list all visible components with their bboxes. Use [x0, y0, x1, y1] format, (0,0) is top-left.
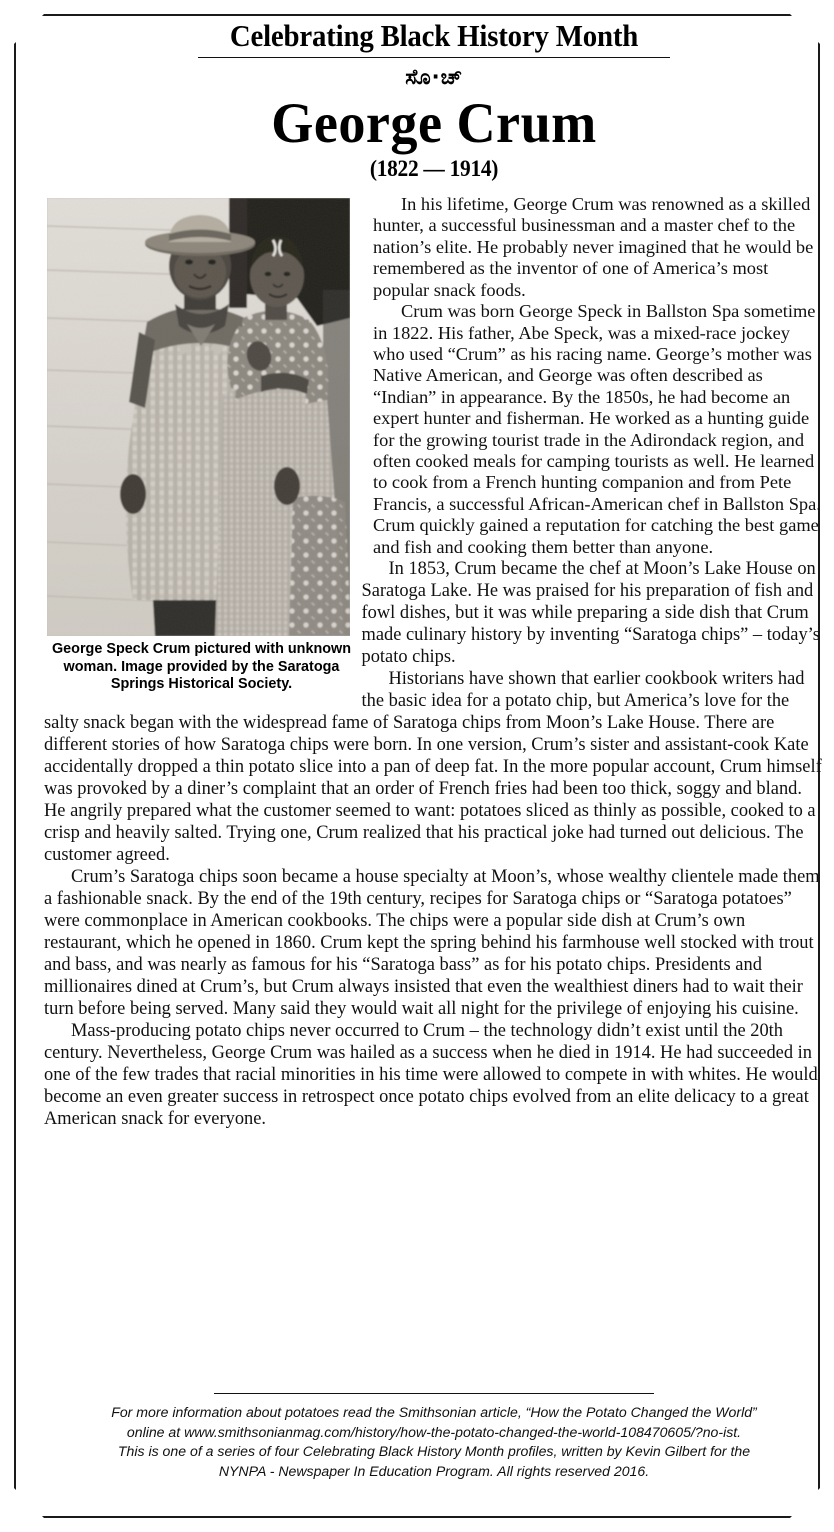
- footer-block: [44, 1393, 824, 1481]
- poster-content: [44, 14, 824, 1518]
- lifespan-dates: (1822 — 1914): [369, 156, 499, 182]
- footer-line: NYNPA - Newspaper In Education Program. All rights reserved 2016.: [218, 1462, 650, 1479]
- article-body: [44, 194, 824, 1130]
- paragraph-text: In his lifetime, George Crum was renowned as a skilled hunter, a successful businessman and a master chef to the nation’s elite. He probably never imagined that he would be remembered as the inventor of one of America’s most popular snack foods.: [373, 194, 814, 300]
- masthead: [44, 14, 824, 180]
- paragraph-text: Mass-producing potato chips never occurred to Crum – the technology didn’t exist until the 20th century. Nevertheless, George Crum was hailed as a success when he died in 1914. He had succeeded in one of the few trades that racial minorities in his time were allowed to compete in with whites. He would become an even greater success in retrospect once potato chips evolved from an elite delicacy to a great American snack for everyone.: [44, 1019, 818, 1129]
- kicker-underline-rule: [198, 57, 670, 58]
- footer-credits: [44, 1403, 824, 1481]
- wide-paragraph-1: [44, 558, 824, 668]
- wide-paragraph-3: [44, 866, 824, 1020]
- footer-line: This is one of a series of four Celebrating Black History Month profiles, written by Kevin Gilbert for the: [117, 1443, 751, 1460]
- figure-caption: George Speck Crum pictured with unknown woman. Image provided by the Saratoga Springs Historical Society.: [51, 641, 352, 693]
- paragraph-text: In 1853, Crum became the chef at Moon’s Lake House on Saratoga Lake. He was praised for his preparation of fish and fowl dishes, but it was while preparing a side dish that Crum made culinary history by inventing “Saratoga chips” – today’s potato chips.: [361, 557, 820, 667]
- paragraph-text: Historians have shown that earlier cookbook writers had the basic idea for a potato chip, but America’s love for the salty snack began with the widespread fame of Saratoga chips from Moon’s Lake House. There are different stories of how Saratoga chips were born. In one version, Crum’s sister and assistant-cook Kate accidentally dropped a thin potato slice into a pan of deep fat. In the more popular account, Crum himself was provoked by a diner’s complaint that an order of French fries had been too thick, soggy and bland. He angrily prepared what the customer seemed to want: potatoes sliced as thinly as possible, cooked to a crisp and heavily salted. Trying one, Crum realized that his practical joke had turned out delicious. The customer agreed.: [44, 667, 822, 865]
- frame-content-area: [14, 14, 820, 1518]
- footer-divider-rule: [214, 1393, 654, 1394]
- footer-line: online at www.smithsonianmag.com/history/how-the-potato-changed-the-world-108470605/?no-ist.: [126, 1423, 742, 1440]
- wide-paragraph-4: [44, 1020, 824, 1130]
- fleuron-ornament-icon: ಸೊ·ಚ್: [405, 65, 463, 90]
- paragraph-text: Crum’s Saratoga chips soon became a house specialty at Moon’s, whose wealthy clientele made them a fashionable snack. By the end of the 19th century, recipes for Saratoga chips or “Saratoga potatoes” were commonplace in American cookbooks. The chips were a popular side dish at Crum’s own restaurant, which he opened in 1860. Crum kept the spring behind his farmhouse well stocked with trout and bass, and was nearly as famous for his “Saratoga bass” as for his potato chips. Presidents and millionaires dined at Crum’s, but Crum always insisted that even the wealthiest diners had to wait their turn before being served. Many said they would wait all night for the privilege of enjoying his cuisine.: [44, 865, 820, 1019]
- page-title: George Crum: [271, 92, 597, 156]
- wide-paragraph-2: [44, 668, 824, 866]
- page-kicker: Celebrating Black History Month: [229, 18, 639, 53]
- paragraph-text: Crum was born George Speck in Ballston Spa sometime in 1822. His father, Abe Speck, was a mixed-race jockey who used “Crum” as his racing name. George’s mother was Native American, and George was often described as “Indian” in appearance. By the 1850s, he had become an expert hunter and fisherman. He worked as a hunting guide for the growing tourist trade in the Adirondack region, and often cooked meals for camping tourists as well. He learned to cook from a French hunting companion and from Pete Francis, a successful African-American chef in Ballston Spa. Crum quickly gained a reputation for catching the best game and fish and cooking them better than anyone.: [373, 301, 821, 557]
- footer-line: For more information about potatoes read the Smithsonian article, “How the Potato Changed the World”: [111, 1404, 757, 1420]
